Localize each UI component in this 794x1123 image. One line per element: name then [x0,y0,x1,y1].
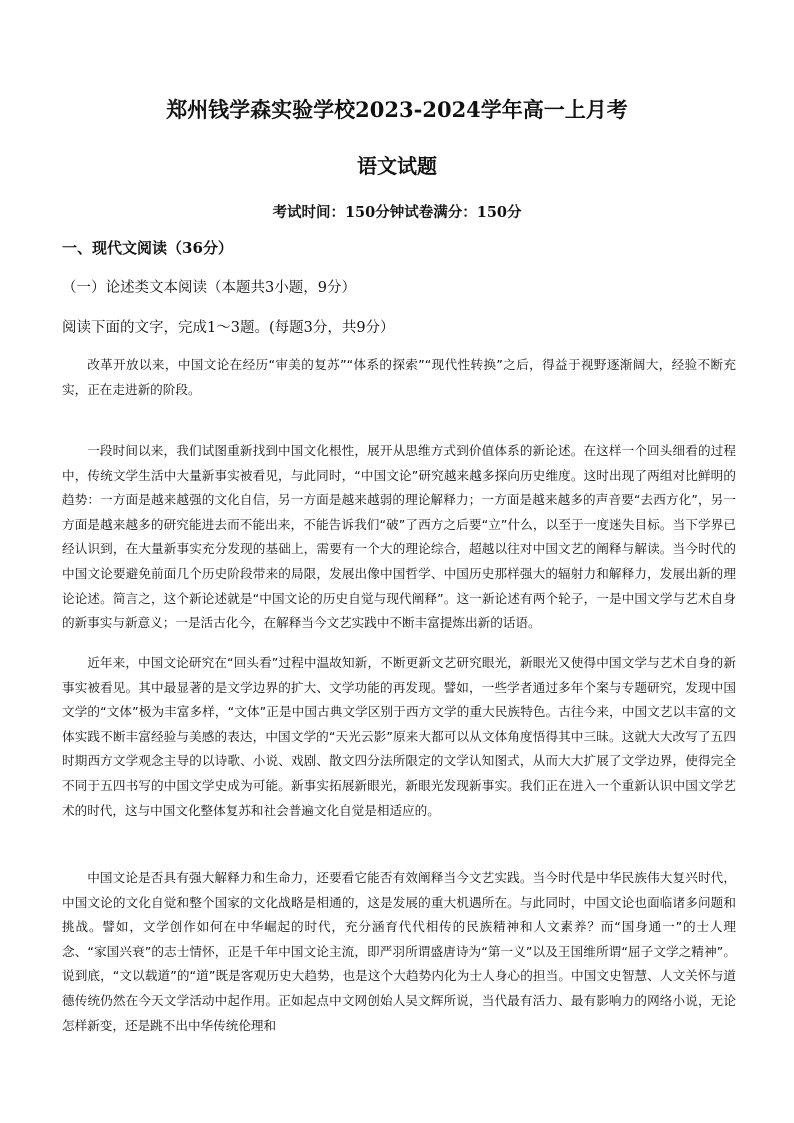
passage-paragraph-2: 一段时间以来，我们试图重新找到中国文化根性，展开从思维方式到价值体系的新论述。在这样一个回头细看的过程中，传统文学生活中大量新事实被看见，与此同时，“中国文论”研究越来越多探向历史维度。这时出现了两组对比鲜明的趋势：一方面是越来越强的文化自信，另一方面是越来越弱的理论解释力；一方面是越来越多的声音要“去西方化”，另一方面是越来越多的研究能进去而不能出来，不能告诉我们“破”了西方之后要“立”什么，以至于一度迷失目标。当下学界已经认识到，在大量新事实充分发现的基础上，需要有一个大的理论综合，超越以往对中国文艺的阐释与解读。当今时代的中国文论要避免前面几个历史阶段带来的局限，发展出像中国哲学、中国历史那样强大的辐射力和解释力，发展出新的理论论述。简言之，这个新论述就是“中国文论的历史自觉与现代阐释”。这一新论述有两个轮子，一是中国文学与艺术自身的新事实与新意义；一是活古化今，在解释当今文艺实践中不断丰富提炼出新的话语。 [62,443,736,631]
subject-title: 语文试题 [357,154,437,178]
subsection-heading: （一）论述类文本阅读（本题共3小题，9分） [62,280,356,296]
passage-paragraph-3: 近年来，中国文论研究在“回头看”过程中温故知新，不断更新文艺研究眼光，新眼光又使得中国文学与艺术自身的新事实被看见。其中最显著的是文学边界的扩大、文学功能的再发现。譬如，一些学者通过多年个案与专题研究，发现中国文学的“文体”极为丰富多样，“文体”正是中国古典文学区别于西方文学的重大民族特色。古往今来，中国文艺以丰富的文体实践不断丰富经验与美感的表达，中国文学的“天光云影”原来大都可以从文体角度悟得其中三昧。这就大大改写了五四时期西方文学观念主导的以诗歌、小说、戏剧、散文四分法所限定的文学认知图式，从而大大扩展了文学边界，使得完全不同于五四书写的中国文学史成为可能。新事实拓展新眼光，新眼光发现新事实。我们正在进入一个重新认识中国文学艺术的时代，这与中国文化整体复苏和社会普遍文化自觉是相适应的。 [62,655,736,818]
exam-info: 考试时间：150分钟试卷满分：150分 [272,204,522,221]
reading-instruction: 阅读下面的文字，完成1～3题。(每题3分，共9分） [62,320,395,336]
passage-paragraph-1: 改革开放以来，中国文论在经历“审美的复苏”“体系的探索”“现代性转换”之后，得益于视野逐渐阔大，经验不断充实，正在走进新的阶段。 [62,357,736,397]
exam-title: 郑州钱学森实验学校2023-2024学年高一上月考 [166,97,628,122]
part-one-heading: 一、现代文阅读（36分） [62,239,233,257]
passage-paragraph-4: 中国文论是否具有强大解释力和生命力，还要看它能否有效阐释当今文艺实践。当今时代是中华民族伟大复兴时代，中国文论的文化自觉和整个国家的文化战略是相通的，这是发展的重大机遇所在。与此同时，中国文论也面临诸多问题和挑战。譬如，文学创作如何在中华崛起的时代，充分涵育代代相传的民族精神和人文素养？而“国身通一”的士人理念、“家国兴衰”的志士情怀，正是千年中国文论主流，即严羽所谓盛唐诗为“第一义”以及王国维所谓“屈子文学之精神”。说到底，“文以载道”的“道”既是客观历史大趋势，也是这个大趋势内化为士人身心的担当。中国文史智慧、人文关怀与道德传统仍然在今天文学活动中起作用。正如起点中文网创始人吴文辉所说，当代最有活力、最有影响力的网络小说，无论怎样新变，还是跳不出中华传统伦理和 [62,870,736,1033]
